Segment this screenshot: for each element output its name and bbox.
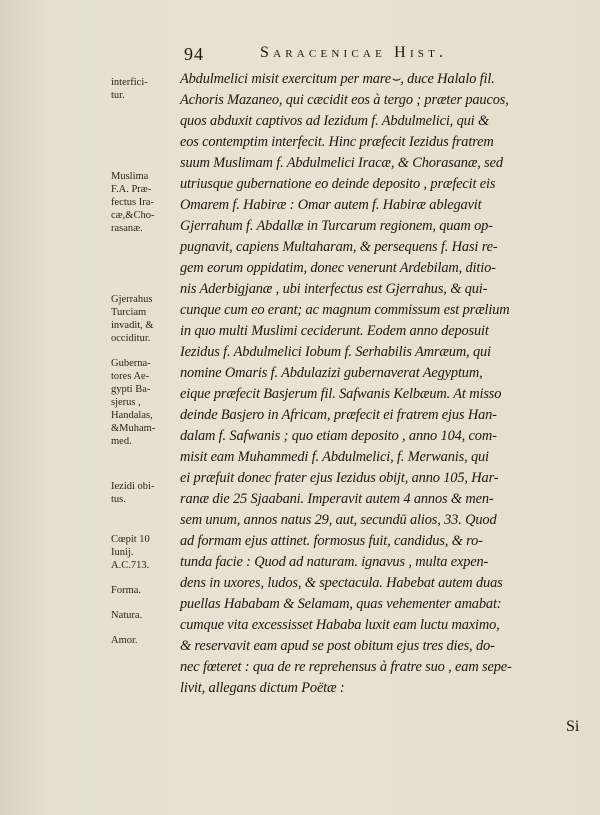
page-header [0,32,600,62]
text-line: nis Aderbigjanæ , ubi interfectus est Gjerrahus, & qui- [180,281,488,297]
catchword: Si [566,718,580,735]
margin-note: Guberna- tores Ae- gypti Ba- sjerus , Handalas, &Muham- med. [111,358,156,447]
text-line: deinde Basjero in Africam, præfecit ei fratrem ejus Han- [180,407,497,423]
text-line: utriusque gubernatione eo deinde deposito , præfecit eis [180,176,496,192]
text-line: livit, allegans dictum Poëtæ : [180,680,345,696]
text-line: Gjerrahum f. Abdallæ in Turcarum regionem, quam op- [180,218,493,234]
margin-note: Cœpit 10 Iunij. A.C.713. [111,534,150,571]
text-line: Achoris Mazaneo, qui cæcidit eos à tergo ; præter paucos, [180,92,509,108]
text-line: & reservavit eam apud se post obitum ejus tres dies, do- [180,638,495,654]
text-line: eique præfecit Basjerum fil. Safwanis Kelbæum. At misso [180,386,502,402]
text-line: tunda facie : Quod ad naturam. ignavus , multa expen- [180,554,489,570]
text-line: pugnavit, capiens Multaharam, & persequens f. Hasi re- [180,239,498,255]
text-line: Omarem f. Habiræ : Omar autem f. Habiræ ablegavit [180,197,482,213]
text-line: Abdulmelici misit exercitum per mare⌣, duce Halalo fil. [180,71,495,87]
margin-note: Forma. [111,585,142,596]
text-line: puellas Hababam & Selamam, quas vehementer amabat: [180,596,502,612]
text-line: cumque vita excessisset Hababa luxit eam luctu maximo, [180,617,500,633]
text-line: ei præfuit donec frater ejus Iezidus obijt, anno 105, Har- [180,470,499,486]
margin-note: Amor. [111,635,138,646]
margin-note: Muslima F.A. Præ- fectus Ira- cæ,&Cho- rasanæ. [111,171,155,234]
text-line: cunque cum eo erant; ac magnum commissum est prælium [180,302,510,318]
text-line: dens in uxores, ludos, & spectacula. Habebat autem duas [180,575,503,591]
text-line: dalam f. Safwanis ; quo etiam deposito , anno 104, com- [180,428,497,444]
page-number: 94 [184,44,204,64]
text-line: in quo multi Muslimi ceciderunt. Eodem anno deposuit [180,323,489,339]
running-title: Saracenicae Hist. [260,44,448,61]
text-line: ad formam ejus attinet. formosus fuit, candidus, & ro- [180,533,483,549]
margin-note: interfici- tur. [111,77,148,101]
margin-note: Iezidi obi- tus. [111,481,155,505]
text-line: Iezidus f. Abdulmelici Iobum f. Serhabilis Amræum, qui [180,344,491,360]
margin-note: Gjerrahus Turciam invadit, & occiditur. [111,294,154,344]
text-line: quos abduxit captivos ad Iezidum f. Abdulmelici, qui & [180,113,489,129]
text-line: eos contemptim interfecit. Hinc præfecit Iezidus fratrem [180,134,494,150]
text-line: ranæ die 25 Sjaabani. Imperavit autem 4 annos & men- [180,491,494,507]
text-line: nec fœteret : qua de re reprehensus à fratre suo , eam sepe- [180,659,512,675]
margin-note: Natura. [111,610,143,621]
text-line: nomine Omaris f. Abdulazizi gubernaverat Aegyptum, [180,365,483,381]
text-line: misit eam Muhammedi f. Abdulmelici, f. Merwanis, qui [180,449,489,465]
text-line: gem eorum oppidatim, donec venerunt Ardebilam, ditio- [180,260,496,276]
text-line: suum Muslimam f. Abdulmelici Iracæ, & Chorasanæ, sed [180,155,503,171]
text-line: sem unum, annos natus 29, aut, secundū alios, 33. Quod [180,512,497,528]
